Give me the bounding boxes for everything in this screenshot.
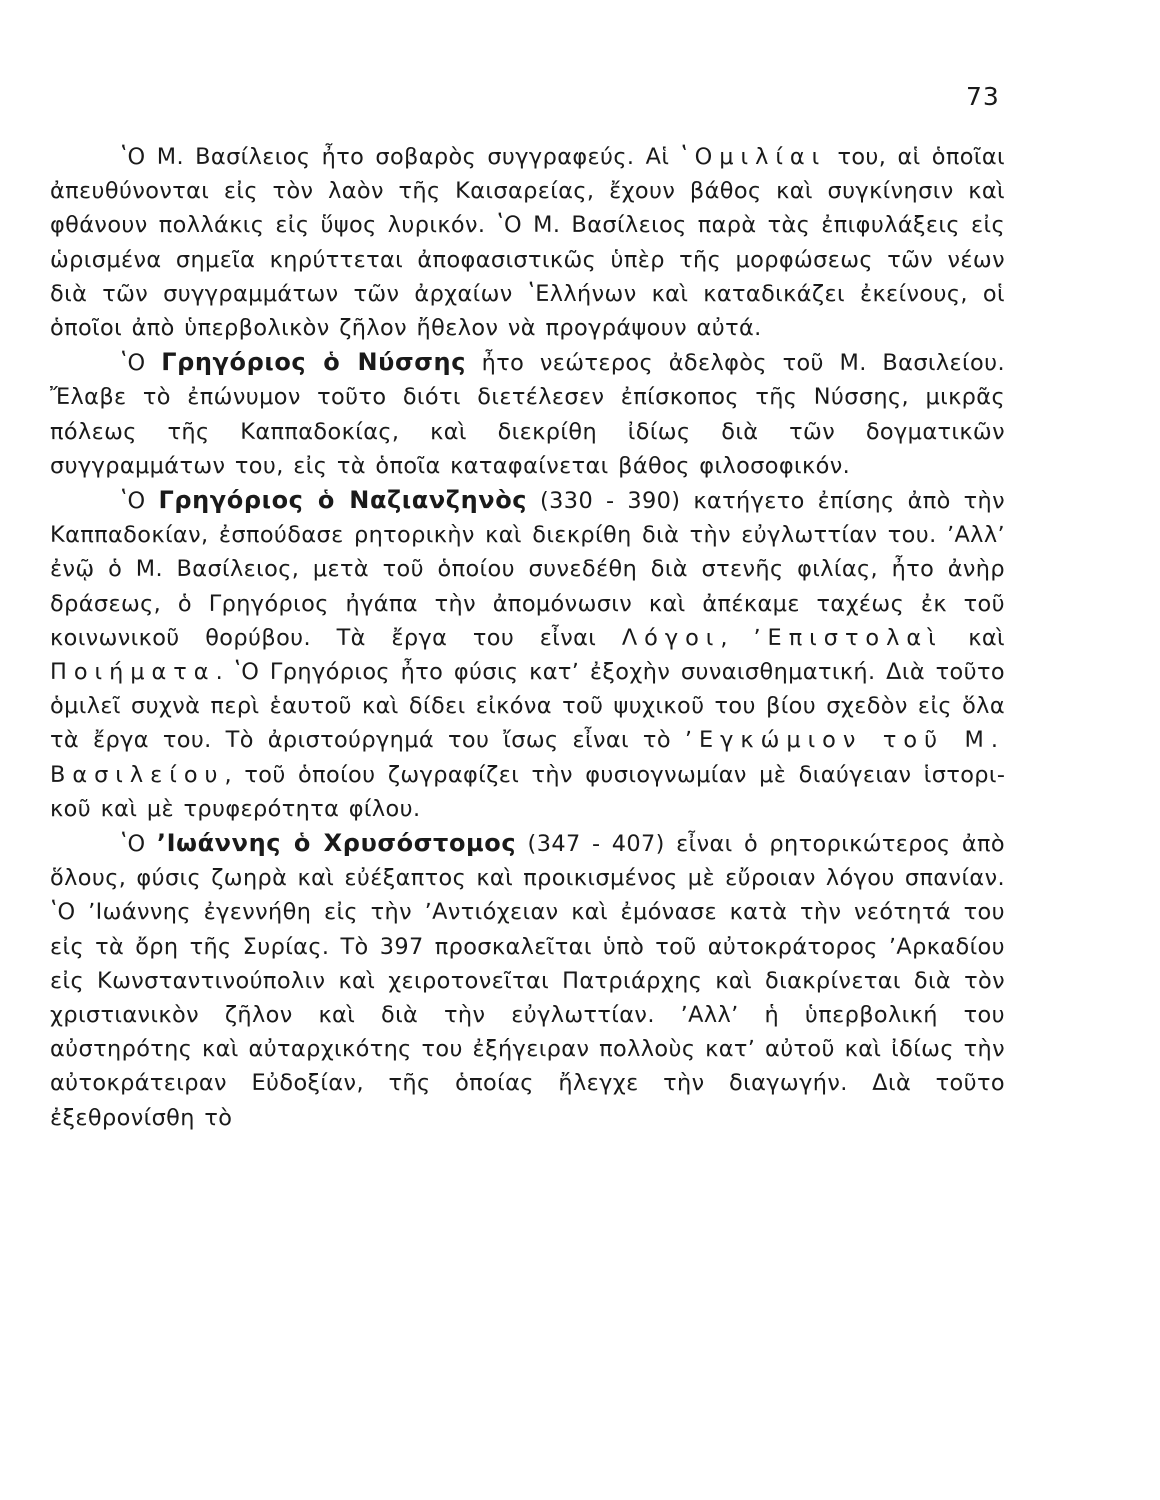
text-run: καὶ <box>942 624 1005 651</box>
text-run: ἦτο νεώτερος ἀδελφὸς τοῦ Μ. Βασιλείου. Ἔλαβε τὸ ἐπώνυμον τοῦτο διότι διετέλεσεν ἐπίσκοπος τῆς Νύσσης, μικρᾶς πόλεως τῆς Καππαδοκίας, καὶ διεκρίθη ἰδίως διὰ τῶν δογματικῶν συγγραμμάτων του, εἰς τὰ ὁποῖα καταφαίνεται βάθος φιλοσοφικόν. <box>50 350 1005 479</box>
text-run: , τοῦ ὁποίου ζωγραφίζει τὴν φυσιογνωμίαν μὲ διαύγειαν ἱστορικοῦ καὶ μὲ τρυφερότητα φίλου. <box>50 761 1005 822</box>
body-text <box>50 140 1005 1135</box>
text-run: ʽΟ Μ. Βασίλειος ἦτο σοβαρὸς συγγραφεύς. Αἱ <box>120 144 681 170</box>
text-run: (330 - 390) κατήγετο ἐπίσης ἀπὸ τὴν Καππαδοκίαν, ἐσπούδασε ρητορικὴν καὶ διεκρίθη διὰ τὴν εὐγλωττίαν του. ʼΑλλʼ ἐνῷ ὁ Μ. Βασίλειος, μετὰ τοῦ ὁποίου συνεδέθη διὰ στενῆς φιλίας, ἦτο ἀνὴρ δράσεως, ὁ Γρηγόριος ἠγάπα τὴν ἀπομόνωσιν καὶ ἀπέκαμε ταχέως ἐκ τοῦ κοινωνικοῦ θορύβου. Τὰ ἔργα του εἶναι <box>50 488 1005 651</box>
paragraph-basil <box>50 140 1005 345</box>
author-name-gregory-nazianzus: Γρηγόριος ὁ Ναζιανζηνὸς <box>158 486 528 515</box>
paragraph-chrysostom <box>50 826 1005 1135</box>
text-run: ʽΟ <box>120 350 162 377</box>
work-title-poiemata: Ποιήματα <box>50 659 216 686</box>
work-title-epistolai: ʼΕπιστολαὶ <box>753 624 943 651</box>
homilies-title: ʽΟμιλίαι <box>680 144 827 170</box>
text-run: . ʽΟ Γρηγόριος ἦτο φύσις κατʼ ἐξοχὴν συναισθηματική. Διὰ τοῦτο ὁμιλεῖ συχνὰ περὶ ἑαυτοῦ καὶ δίδει εἰκόνα τοῦ ψυχικοῦ του βίου σχεδὸν εἰς ὅλα τὰ ἔργα του. Τὸ ἀριστούργημά του ἴσως εἶναι τὸ <box>50 659 1005 754</box>
text-run: του, αἱ ὁποῖαι ἀπευθύνονται εἰς τὸν λαὸν τῆς Καισαρείας, ἔχουν βάθος καὶ συγκίνησιν καὶ φθάνουν πολλάκις εἰς ὕψος λυρικόν. ʽΟ Μ. Βασίλειος παρὰ τὰς ἐπιφυλάξεις εἰς ὡρισμένα σημεῖα κηρύττεται ἀποφασιστικῶς ὑπὲρ τῆς μορφώσεως τῶν νέων διὰ τῶν συγγραμμάτων τῶν ἀρχαίων ʽΕλλήνων καὶ καταδικάζει ἐκείνους, οἱ ὁποῖοι ἀπὸ ὑπερβολικὸν ζῆλον ἤθελον νὰ προγράψουν αὐτά. <box>50 144 1005 342</box>
work-title-logoi: Λόγοι <box>621 624 721 651</box>
paragraph-gregory-nazianzus <box>50 483 1005 826</box>
paragraph-gregory-nyssa <box>50 345 1005 483</box>
text-run: ʽΟ <box>120 831 157 858</box>
page-number: 73 <box>966 82 1000 111</box>
author-name-gregory-nyssa: Γρηγόριος ὁ Νύσσης <box>161 348 467 377</box>
text-run: , <box>720 624 754 651</box>
text-run: ʽΟ <box>120 488 159 515</box>
author-name-chrysostom: ʼΙωάννης ὁ Χρυσόστομος <box>156 829 517 858</box>
work-title-enkomion: ʼΕγκώμιον τοῦ Μ. Βασιλείου <box>50 727 1005 788</box>
text-run: (347 - 407) εἶναι ὁ ρητορικώτερος ἀπὸ ὅλους, φύσις ζωηρὰ καὶ εὐέξαπτος καὶ προικισμένος μὲ εὔροιαν λόγου σπανίαν. ʽΟ ʼΙωάννης ἐγεννήθη εἰς τὴν ʼΑντιόχειαν καὶ ἐμόνασε κατὰ τὴν νεότητά του εἰς τὰ ὄρη τῆς Συρίας. Τὸ 397 προσκαλεῖται ὑπὸ τοῦ αὐτοκράτορος ʼΑρκαδίου εἰς Κωνσταντινούπολιν καὶ χειροτονεῖται Πατριάρχης καὶ διακρίνεται διὰ τὸν χριστιανικὸν ζῆλον καὶ διὰ τὴν εὐγλωττίαν. ʼΑλλʼ ἡ ὑπερβολική του αὐστηρότης καὶ αὐταρχικότης του ἐξήγειραν πολλοὺς κατʼ αὐτοῦ καὶ ἰδίως τὴν αὐτοκράτειραν Εὐδοξίαν, τῆς ὁποίας ἤλεγχε τὴν διαγωγήν. Διὰ τοῦτο ἐξεθρονίσθη τὸ <box>50 831 1006 1131</box>
